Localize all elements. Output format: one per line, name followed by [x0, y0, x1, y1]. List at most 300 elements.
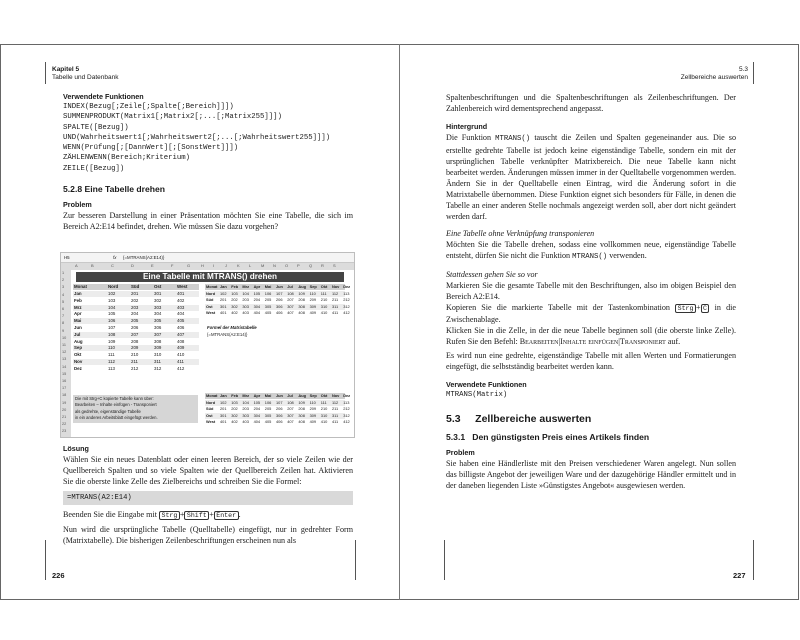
matrix-month: Sep — [309, 393, 317, 398]
row-number: 7 — [62, 314, 65, 319]
matrix-value: 104 — [242, 399, 249, 405]
formula-bar-text: {=MTRANS(A2:E14)} — [123, 255, 165, 260]
matrix-month: Jul — [287, 284, 293, 289]
matrix-month: Jan — [220, 284, 227, 289]
matrix-region: Süd — [206, 406, 214, 412]
row-number: 2 — [62, 278, 65, 283]
menu-inhalte-einfuegen: Inhalte einfügen — [560, 337, 619, 346]
column-letter: K — [237, 263, 240, 268]
source-cell: 108 — [108, 331, 116, 337]
source-cell: Jul — [74, 331, 81, 337]
matrix-month: Okt — [320, 284, 328, 289]
matrix-value: 203 — [242, 297, 249, 303]
matrix-value: 407 — [287, 419, 294, 425]
right-content — [446, 92, 736, 491]
source-cell: 106 — [108, 318, 116, 324]
right-running-header — [681, 66, 748, 82]
function-item: SUMMENPRODUKT(Matrix1[;Matrix2[;...[;Matrix255]]]) — [63, 113, 282, 122]
source-cell: 405 — [177, 318, 185, 324]
matrix-value: 409 — [309, 419, 317, 425]
matrix-region: Süd — [206, 297, 214, 303]
matrix-value: 208 — [298, 297, 305, 303]
source-cell: 102 — [108, 291, 116, 296]
matrix-value: 205 — [264, 406, 272, 412]
matrix-value: 203 — [242, 406, 249, 412]
matrix-month: Sep — [309, 284, 317, 289]
sub1-text-1: Möchten Sie die Tabelle drehen, sodass eine vollkommen neue, eigenständige Tabelle entsteht, dürfen Sie nicht die Funktion — [446, 240, 736, 260]
key-shift: Shift — [184, 511, 209, 520]
source-cell: 105 — [108, 311, 116, 317]
source-cell: Mrz — [74, 304, 82, 310]
matrix-value: 307 — [287, 303, 294, 309]
function-item: WENN(Prüfung[;[DannWert][;[SonstWert]]]) — [63, 144, 239, 153]
source-cell: Okt — [74, 352, 82, 358]
matrix-month: Feb — [231, 284, 239, 289]
section-title: 5.2.8 Eine Tabelle drehen — [63, 184, 166, 194]
matrix-value: 308 — [298, 412, 305, 418]
matrix-value: 106 — [264, 290, 272, 296]
left-page-number: 226 — [52, 571, 65, 580]
matrix-month: Jul — [287, 393, 293, 398]
matrix-month: Mai — [264, 284, 272, 289]
matrix-value: 410 — [320, 310, 328, 316]
matrix-value: 209 — [309, 406, 317, 412]
row-number: 19 — [62, 400, 67, 405]
row-number: 15 — [62, 371, 67, 376]
matrix-value: 108 — [287, 399, 294, 405]
column-letter: C — [111, 263, 114, 268]
mtrans-func: MTRANS() — [572, 253, 608, 261]
matrix-value: 211 — [332, 406, 339, 412]
row-number: 22 — [62, 422, 67, 427]
matrix-value: 309 — [309, 412, 317, 418]
menu-transponiert: Transponiert — [619, 337, 666, 346]
right-problem-text: Sie haben eine Händlerliste mit den Preisen verschiedener Waren angelegt. Nun sollen das billigste Angebot der jeweiligen Ware und der dazugehörige Händler ermittelt und in der daneben liegenden Liste »Günstigstes Angebot« ausgewiesen werden. — [446, 459, 736, 491]
source-cell: 412 — [177, 365, 185, 371]
matrix-month: Dez — [343, 393, 351, 398]
matrix-value: 212 — [343, 406, 350, 412]
period: . — [238, 510, 241, 519]
book-spine — [399, 44, 400, 600]
source-cell: 212 — [131, 365, 139, 371]
source-cell: 307 — [154, 331, 162, 337]
column-letter: J — [225, 263, 227, 268]
row-number: 14 — [62, 364, 67, 369]
problem-text: Zur besseren Darstellung in einer Präsentation möchten Sie eine Tabelle, die sich im Bereich A2:E14 befindet, drehen. Wie müssen Sie dazu vorgehen? — [63, 211, 353, 231]
matrix-value: 212 — [343, 297, 350, 303]
name-box: H5 — [64, 255, 70, 260]
source-cell: 303 — [154, 304, 162, 310]
matrix-value: 304 — [253, 412, 261, 418]
matrix-month: Jan — [220, 393, 227, 398]
note-line: Bearbeiten – Inhalte einfügen - Transponiert — [75, 402, 157, 408]
function-item: SPALTE([Bezug]) — [63, 123, 129, 132]
matrix-month: Jun — [276, 284, 283, 289]
matrix-month: Feb — [231, 393, 239, 398]
matrix-value: 206 — [276, 406, 283, 412]
source-cell: 302 — [154, 297, 162, 303]
menu-end: auf. — [667, 337, 681, 346]
margin-line-right — [753, 540, 754, 580]
sub2-heading: Stattdessen gehen Sie so vor — [446, 270, 538, 279]
matrix-value: 302 — [231, 412, 238, 418]
source-cell: Jan — [74, 291, 82, 296]
matrix-value: 201 — [220, 406, 227, 412]
matrix-value: 110 — [309, 290, 316, 296]
source-header-cell: Süd — [131, 284, 140, 289]
matrix-month: Nov — [332, 284, 340, 289]
source-cell: 107 — [108, 325, 116, 330]
source-cell: 204 — [131, 311, 139, 317]
row-number: 5 — [62, 299, 65, 304]
matrix-value: 403 — [242, 310, 249, 316]
final-text: Nun wird die ursprüngliche Tabelle (Quelltabelle) eingefügt, nur in gedrehter Form (Matrixtabelle). Die bisherigen Zeilenbeschriftungen erscheinen nun als — [63, 525, 353, 545]
matrix-corner: Monat — [206, 284, 218, 289]
source-cell: 306 — [154, 325, 162, 330]
continued-text: Spaltenbeschriftungen und die Spaltenbeschriftungen als Zeilenbeschriftungen. Der Zahlenbereich wird dementsprechend angepasst. — [446, 93, 736, 113]
matrix-value: 103 — [231, 290, 238, 296]
sub2-text-2: Kopieren Sie die markierte Tabelle mit der Tastenkombination — [446, 303, 670, 312]
matrix-value: 205 — [264, 297, 272, 303]
menu-separator: | — [618, 337, 620, 346]
matrix-value: 308 — [298, 303, 305, 309]
matrix-value: 111 — [320, 290, 327, 296]
matrix-month: Jun — [276, 393, 283, 398]
matrix-value: 102 — [220, 399, 227, 405]
matrix-value: 412 — [343, 310, 350, 316]
source-cell: 308 — [154, 338, 162, 344]
source-cell: 206 — [131, 325, 139, 330]
column-letter: E — [151, 263, 154, 268]
sub1-text-2: verwenden. — [609, 251, 647, 260]
row-number: 8 — [62, 321, 65, 326]
background-text — [446, 132, 736, 222]
right-page-number: 227 — [733, 571, 746, 580]
source-cell: 406 — [177, 325, 185, 330]
matrix-value: 103 — [231, 399, 238, 405]
matrix-value: 202 — [231, 297, 238, 303]
matrix-value: 406 — [276, 419, 283, 425]
matrix-value: 405 — [264, 310, 272, 316]
sub2-text-4: Klicken Sie in die Zelle, in der die neue Tabelle beginnen soll (die oberste linke Zelle). Rufen Sie den Befehl: — [446, 326, 736, 346]
right-functions-heading: Verwendete Funktionen — [446, 380, 527, 389]
matrix-month: Mai — [264, 393, 272, 398]
sub2-copy-line — [446, 302, 736, 325]
problem-block — [63, 200, 353, 232]
matrix-value: 309 — [309, 303, 317, 309]
solution-text: Wählen Sie ein neues Datenblatt oder einen leeren Bereich, der so viele Zeilen wie der Quellbereich Spalten und so viele Spalten wie der Quellbereich Zeilen hat. Aktivieren Sie die oberste linke Zelle des Zielbereichs und schreiben Sie die Formel: — [63, 455, 353, 486]
right-function-mtrans: MTRANS(Matrix) — [446, 391, 508, 399]
source-cell: Nov — [74, 359, 83, 364]
functions-heading: Verwendete Funktionen — [63, 92, 144, 101]
matrix-value: 113 — [343, 399, 350, 405]
right-problem-heading: Problem — [446, 448, 475, 458]
formula-bar — [61, 253, 354, 263]
matrix-value: 407 — [287, 310, 294, 316]
source-cell: 402 — [177, 297, 185, 303]
matrix-value: 401 — [220, 419, 227, 425]
source-cell: 210 — [131, 352, 139, 358]
source-cell: 309 — [154, 345, 162, 351]
matrix-value: 113 — [343, 290, 350, 296]
matrix-month: Mrz — [242, 393, 250, 398]
matrix-value: 105 — [253, 290, 261, 296]
source-cell: 111 — [108, 352, 115, 358]
matrix-value: 104 — [242, 290, 249, 296]
matrix-value: 402 — [231, 419, 238, 425]
source-cell: 205 — [131, 318, 139, 324]
row-number: 10 — [62, 335, 67, 340]
source-cell: 103 — [108, 297, 116, 303]
matrix-region: Nord — [206, 399, 216, 405]
source-cell: 110 — [108, 345, 115, 351]
source-cell: Dez — [74, 365, 82, 371]
matrix-value: 110 — [309, 399, 316, 405]
key-strg: Strg — [159, 511, 180, 520]
matrix-value: 112 — [332, 399, 339, 405]
matrix-month: Okt — [320, 393, 328, 398]
column-letter: A — [75, 263, 78, 268]
matrix-value: 207 — [287, 406, 294, 412]
column-letter: H — [201, 263, 204, 268]
row-number: 11 — [62, 343, 66, 347]
source-header-cell: Ost — [154, 284, 162, 289]
matrix-region: West — [206, 310, 216, 316]
matrix-region: Ost — [206, 303, 213, 309]
row-number: 6 — [62, 307, 65, 311]
source-cell: 404 — [177, 311, 185, 317]
sub2-menu-line — [446, 325, 736, 347]
solution-heading: Lösung — [63, 444, 89, 453]
matrix-value: 307 — [287, 412, 294, 418]
matrix-value: 404 — [253, 419, 261, 425]
problem-heading: Problem — [63, 200, 92, 209]
matrix-value: 105 — [253, 399, 261, 405]
column-letter: B — [91, 263, 94, 268]
note-box — [73, 395, 198, 423]
matrix-value: 109 — [298, 290, 305, 296]
matrix-value: 207 — [287, 297, 294, 303]
source-cell: 407 — [177, 331, 185, 337]
matrix-value: 411 — [332, 310, 339, 316]
spreadsheet-screenshot — [60, 252, 355, 438]
matrix-value: 107 — [276, 290, 283, 296]
margin-line-right-inner — [444, 540, 445, 580]
matrix-value: 108 — [287, 290, 294, 296]
sub2-text-3: in die Zwischenablage. — [446, 303, 736, 324]
source-cell: 312 — [154, 365, 162, 371]
function-item: ZEILE([Bezug]) — [63, 164, 125, 173]
column-letter: I — [213, 263, 215, 268]
note-line: in ein anderes Arbeitsblatt eingefügt werden. — [75, 415, 158, 421]
column-letter: R — [321, 263, 324, 268]
matrix-value: 210 — [320, 406, 328, 412]
row-number: 21 — [62, 415, 67, 419]
row-number: 16 — [62, 379, 67, 383]
matrix-value: 312 — [343, 412, 350, 418]
sheet-title: Eine Tabelle mit MTRANS() drehen — [76, 272, 344, 282]
column-letter: L — [249, 263, 252, 268]
formula-box: =MTRANS(A2:E14) — [63, 491, 353, 505]
matrix-value: 301 — [220, 412, 227, 418]
matrix-corner: Monat — [206, 393, 218, 398]
matrix-value: 210 — [320, 297, 328, 303]
sub1-heading: Eine Tabelle ohne Verknüpfung transponieren — [446, 229, 595, 238]
source-cell: 203 — [131, 304, 139, 310]
mtrans-func: MTRANS() — [495, 135, 531, 143]
row-number: 17 — [62, 386, 67, 391]
matrix-value: 310 — [320, 412, 328, 418]
matrix-value: 402 — [231, 310, 238, 316]
source-cell: 201 — [131, 291, 139, 296]
source-header-cell: Nord — [108, 284, 119, 289]
matrix-value: 208 — [298, 406, 305, 412]
matrix-value: 405 — [264, 419, 272, 425]
matrix-value: 411 — [332, 419, 339, 425]
source-cell: Sep — [74, 345, 83, 351]
chapter-title: Tabelle und Datenbank — [52, 74, 119, 81]
matrix-value: 403 — [242, 419, 249, 425]
matrix-value: 102 — [220, 290, 227, 296]
row-number: 12 — [62, 350, 67, 355]
matrix-value: 310 — [320, 303, 328, 309]
matrix-value: 106 — [264, 399, 272, 405]
source-cell: 409 — [177, 345, 185, 351]
function-item: INDEX(Bezug[;Zeile[;Spalte[;Bereich]]]) — [63, 103, 234, 111]
matrix-value: 111 — [320, 399, 327, 405]
matrix-value: 305 — [264, 412, 272, 418]
sub1-text — [446, 239, 736, 263]
left-running-header — [52, 66, 119, 82]
plus-sign: + — [179, 510, 185, 519]
menu-separator: | — [558, 337, 561, 346]
matrix-value: 303 — [242, 303, 249, 309]
key-c: C — [701, 304, 710, 313]
left-functions-block — [63, 92, 353, 174]
plus-sign: + — [695, 303, 701, 312]
header-line-right — [753, 62, 754, 84]
row-number: 20 — [62, 407, 67, 412]
formula-label: Formel der Matrixtabelle — [207, 325, 257, 330]
matrix-value: 311 — [332, 303, 339, 309]
matrix-value: 409 — [309, 310, 317, 316]
matrix-value: 202 — [231, 406, 238, 412]
source-cell: Feb — [74, 297, 82, 303]
solution-block — [63, 444, 353, 546]
source-cell: 311 — [154, 359, 161, 364]
source-cell: 208 — [131, 338, 139, 344]
matrix-value: 109 — [298, 399, 305, 405]
column-letter: N — [273, 263, 276, 268]
formula-text: {=MTRANS(A2:E14)} — [207, 332, 248, 337]
row-number: 4 — [62, 292, 65, 297]
sub2-text-1: Markieren Sie die gesamte Tabelle mit den Beschriftungen, also im obigen Beispiel den Bereich A2:E14. — [446, 281, 736, 301]
matrix-value: 410 — [320, 419, 328, 425]
section-531-title: 5.3.1 Den günstigsten Preis eines Artikels finden — [446, 432, 650, 443]
matrix-value: 408 — [298, 310, 305, 316]
matrix-value: 201 — [220, 297, 227, 303]
matrix-value: 401 — [220, 310, 227, 316]
column-letter: Q — [309, 263, 313, 268]
source-cell: 211 — [131, 359, 138, 364]
source-cell: 403 — [177, 304, 185, 310]
source-cell: Mai — [74, 318, 82, 324]
source-cell: Aug — [74, 338, 83, 344]
matrix-month: Dez — [343, 284, 351, 289]
column-letter: D — [131, 263, 134, 268]
matrix-value: 209 — [309, 297, 317, 303]
column-letter: M — [261, 263, 265, 268]
matrix-month: Apr — [253, 284, 261, 289]
row-number: 9 — [62, 328, 65, 333]
row-number: 18 — [62, 393, 67, 398]
matrix-value: 312 — [343, 303, 350, 309]
column-letter: P — [297, 263, 300, 268]
plus-sign: + — [209, 510, 214, 519]
margin-line-left-inner — [355, 540, 356, 580]
matrix-value: 204 — [253, 406, 261, 412]
section-number: 5.3 — [738, 66, 748, 73]
source-cell: 310 — [154, 352, 162, 358]
source-cell: 301 — [154, 291, 162, 296]
matrix-value: 306 — [276, 303, 283, 309]
key-enter: Enter — [214, 511, 239, 520]
source-cell: 207 — [131, 331, 139, 337]
source-cell: 209 — [131, 345, 139, 351]
matrix-month: Mrz — [242, 284, 250, 289]
sub2-text-5: Es wird nun eine gedrehte, eigenständige Tabelle mit allen Werten und Formatierungen eingefügt, die selbstständig bearbeitet werden kann. — [446, 351, 736, 371]
source-cell: 104 — [108, 304, 116, 310]
matrix-region: Ost — [206, 412, 213, 418]
column-letter: F — [171, 263, 174, 268]
matrix-value: 306 — [276, 412, 283, 418]
functions-list — [63, 102, 353, 174]
matrix-value: 406 — [276, 310, 283, 316]
matrix-region: West — [206, 419, 216, 425]
matrix-month: Aug — [298, 393, 306, 398]
section-53-title: 5.3 Zellbereiche auswerten — [446, 413, 592, 426]
section-header-title: Zellbereiche auswerten — [680, 74, 748, 81]
matrix-value: 303 — [242, 412, 249, 418]
column-letter: S — [333, 263, 336, 268]
matrix-value: 302 — [231, 303, 238, 309]
source-cell: 113 — [108, 365, 115, 371]
matrix-value: 304 — [253, 303, 261, 309]
menu-bearbeiten: Bearbeiten — [519, 337, 559, 346]
margin-line-left — [45, 540, 46, 580]
matrix-value: 408 — [298, 419, 305, 425]
matrix-value: 301 — [220, 303, 227, 309]
matrix-region: Nord — [206, 290, 216, 296]
source-cell: 202 — [131, 297, 139, 303]
row-number: 23 — [62, 429, 67, 434]
source-header-cell: Monat — [74, 284, 87, 289]
note-line: als gedrehte, eigenständige Tabelle — [75, 408, 141, 414]
column-letter: O — [285, 263, 289, 268]
source-cell: 304 — [154, 311, 162, 317]
background-text-1: Die Funktion — [446, 133, 492, 142]
background-heading: Hintergrund — [446, 122, 488, 131]
matrix-value: 412 — [343, 419, 350, 425]
source-cell: 411 — [177, 359, 184, 364]
matrix-value: 204 — [253, 297, 261, 303]
row-number: 1 — [62, 271, 65, 275]
source-cell: 305 — [154, 318, 162, 324]
matrix-value: 404 — [253, 310, 261, 316]
source-cell: 109 — [108, 338, 116, 344]
source-cell: Apr — [74, 311, 82, 317]
function-item: UND(Wahrheitswert1[;Wahrheitswert2[;...[;Wahrheitswert255]]]) — [63, 133, 331, 142]
